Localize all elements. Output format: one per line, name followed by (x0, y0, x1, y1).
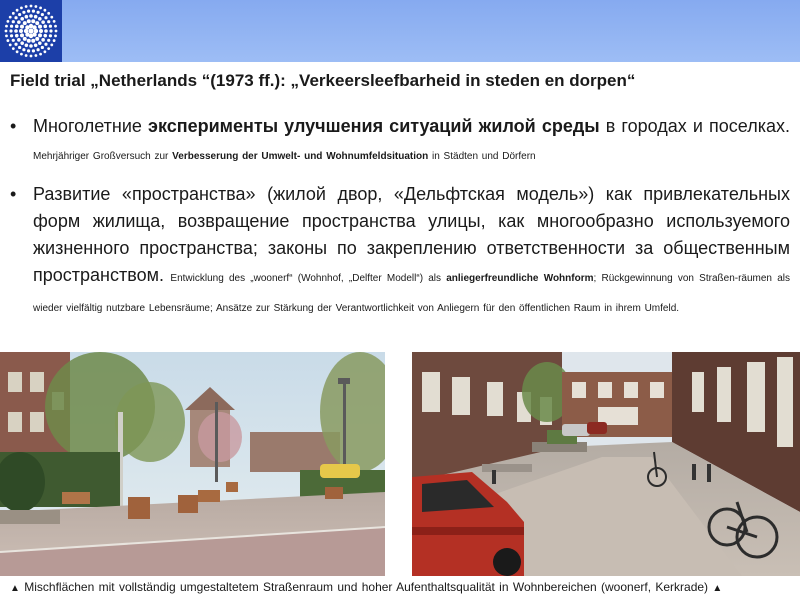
bullet-1-de (33, 151, 536, 162)
logo-dot (16, 50, 19, 53)
logo-dot (53, 39, 56, 42)
bullet-2-de-bold: anliegerfreundliche Wohnform (446, 273, 594, 284)
bullet-1-de-after: in Städten und Dörfern (428, 151, 536, 162)
bullet-dot-icon: • (10, 116, 17, 136)
logo-dot (25, 54, 28, 57)
logo-dot (34, 54, 37, 57)
logo-dot (20, 41, 24, 45)
logo-dot (44, 43, 47, 46)
logo-dot (22, 11, 25, 14)
bullet-1-de-bold: Verbesserung der Umwelt- und Wohnumfeldsituation (172, 151, 429, 162)
logo-dot (15, 34, 19, 38)
logo-dot (23, 21, 27, 25)
bullet-dot-icon: • (10, 184, 17, 204)
logo-dot (54, 25, 57, 28)
logo-dot (9, 29, 12, 32)
photo-woonerf-right (412, 352, 800, 576)
logo-dot (29, 14, 33, 18)
logo-dot (5, 30, 8, 33)
logo-dot (41, 46, 44, 49)
logo-dot (14, 16, 17, 19)
logo-dot (22, 48, 25, 51)
logo-dot (43, 25, 47, 29)
logo-dot (17, 20, 21, 24)
logo-dot (20, 7, 23, 10)
logo-dot (49, 25, 52, 28)
logo-dot (47, 47, 50, 50)
logo-dot (25, 43, 29, 47)
logo-dot (47, 39, 50, 42)
bullet-1-ru-bold: эксперименты улучшения ситуаций жилой среды (148, 116, 600, 136)
bullet-2-de-before: Entwicklung des „woonerf“ (Wohnhof, „Delfter Modell“) als (170, 273, 447, 284)
logo-dot (41, 20, 45, 24)
logo-dot (34, 5, 37, 8)
logo-dot (47, 12, 50, 15)
logo-dot (39, 7, 42, 10)
logo-dot (44, 16, 47, 19)
logo-dot (15, 25, 19, 29)
logo-dot (12, 39, 15, 42)
logo-dot (23, 37, 27, 41)
logo-dot (5, 25, 8, 28)
bullet-1-de-before: Mehrjähriger Großversuch zur (33, 151, 173, 162)
logo-dot (47, 20, 50, 23)
logo-dot (35, 21, 39, 25)
logo-dot (32, 25, 36, 29)
bullet-2 (10, 181, 790, 322)
logo-dot (12, 47, 15, 50)
logo-dot (50, 16, 53, 19)
logo-dot (36, 48, 39, 51)
logo-dot (43, 9, 46, 12)
logo-dot (43, 50, 46, 53)
logo-dot (20, 33, 24, 37)
logo-dot (44, 29, 48, 33)
logo-dot (34, 43, 38, 47)
logo-dot (20, 17, 24, 21)
logo-dot (12, 20, 15, 23)
logo-dot (55, 30, 58, 33)
logo-dot (28, 28, 33, 33)
logo-dot (27, 49, 30, 52)
bullet-2-de-after: ; Rückgewinnung von Straßen-räumen als wieder vielfältig nutzbare Lebensräume; Ansätze zur Stärkung der Verantwortlichkeit von Anliegern für den öffentlichen Raum in ihrem Umfeld. (33, 273, 790, 314)
logo-dot (19, 29, 23, 33)
logo-dot (18, 46, 21, 49)
logo-dot (38, 17, 42, 21)
logo-dot (41, 13, 44, 16)
logo-dot (30, 55, 33, 58)
photo-woonerf-left (0, 352, 385, 576)
logo-dot (49, 29, 52, 32)
logo-dot (10, 25, 13, 28)
logo-dot (18, 13, 21, 16)
logo-dot (41, 38, 45, 42)
bullet-1 (10, 113, 790, 170)
header-band (0, 0, 800, 62)
logo (0, 0, 62, 62)
logo-dot (38, 33, 42, 37)
bullet-1-ru-before: Многолетние (33, 116, 149, 136)
bullet-2-ru: Развитие «пространства» (жилой двор, «Дельфтская модель») как привлекательных форм жилища, возвращение пространства улицы, как многообразно используемого жизненного пространства; законы по закреплению ответственности за общественным пространством. (33, 184, 790, 285)
logo-dot (53, 20, 56, 23)
logo-dot (35, 37, 39, 41)
logo-dot (16, 9, 19, 12)
logo-dot (27, 19, 31, 23)
logo-dot (38, 25, 42, 29)
logo-dot (9, 16, 12, 19)
bullet-2-text (33, 181, 790, 322)
bullet-1-ru-after: в городах и поселках. (599, 116, 790, 136)
logo-dot (39, 29, 43, 33)
logo-dot (32, 49, 35, 52)
logo-dot (32, 10, 35, 13)
logo-dot (29, 44, 33, 48)
logo-dot (25, 5, 28, 8)
logo-dot (36, 11, 39, 14)
logo-dot (7, 20, 10, 23)
logo-dot (17, 38, 21, 42)
logo-dot (25, 15, 29, 19)
logo-dot (7, 39, 10, 42)
slide-title: Field trial „Netherlands “(1973 ff.): „Verkeersleefbarheid in steden en dorpen“ (10, 71, 636, 90)
caption-text: Mischflächen mit vollständig umgestaltetem Straßenraum und hoher Aufenthaltsqualität in Wohnbereichen (woonerf, Kerkrade) (24, 580, 709, 594)
triangle-up-icon: ▲ (712, 583, 723, 594)
logo-dot (20, 53, 23, 56)
logo-dot (39, 53, 42, 56)
logo-dot (30, 5, 33, 8)
logo-dot (12, 12, 15, 15)
logo-dot (27, 10, 30, 13)
logo-dot (50, 43, 53, 46)
logo-dot (43, 34, 47, 38)
logo-dot (31, 39, 35, 43)
logo-dot (49, 34, 52, 37)
logo-dot (34, 15, 38, 19)
logo-dots-icon (0, 0, 62, 62)
logo-dot (27, 39, 31, 43)
logo-dot (14, 43, 17, 46)
logo-dot (38, 41, 42, 45)
logo-dot (5, 34, 8, 37)
logo-dot (10, 34, 13, 37)
logo-dot (20, 25, 24, 29)
logo-dot (54, 34, 57, 37)
logo-dot (9, 43, 12, 46)
bullet-1-text (33, 113, 790, 170)
logo-dot (14, 29, 18, 33)
triangle-up-icon: ▲ (10, 583, 20, 594)
logo-dot (31, 19, 35, 23)
photo-caption (10, 578, 790, 596)
